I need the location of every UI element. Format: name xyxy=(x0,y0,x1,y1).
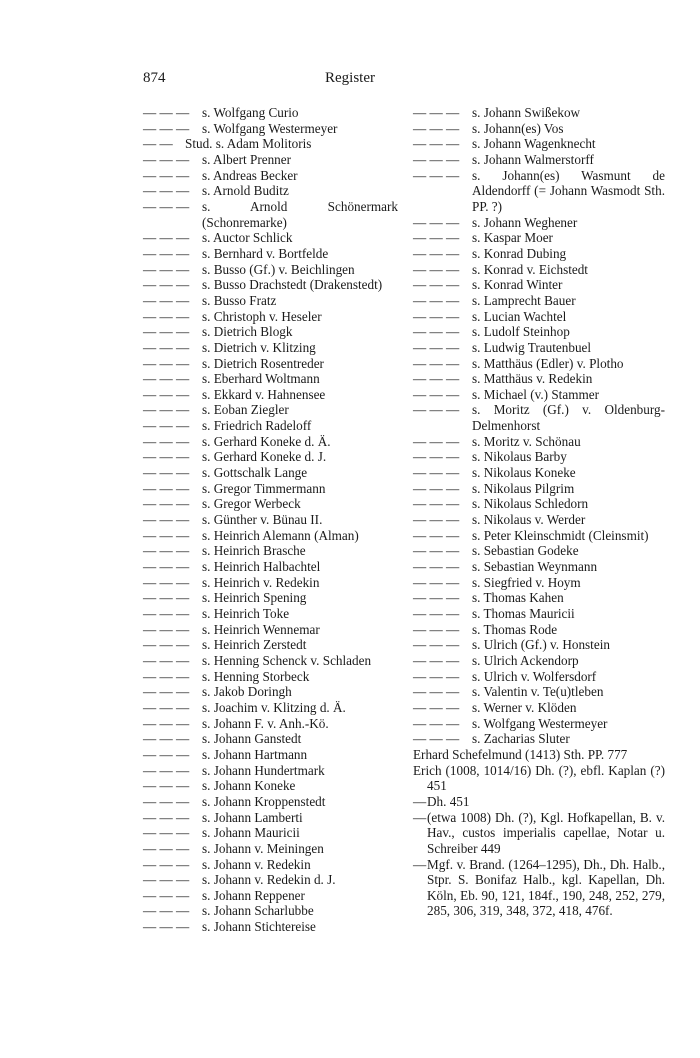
repeat-dash: — — — xyxy=(143,621,190,637)
repeat-dash: — — — xyxy=(143,230,190,246)
entry-text: s. Gerhard Koneke d. Ä. xyxy=(202,433,331,449)
entry-text: s. Ulrich Ackendorp xyxy=(472,652,579,668)
repeat-dash: — — — xyxy=(143,339,190,355)
index-entry xyxy=(413,543,665,559)
index-entry xyxy=(413,387,665,403)
repeat-dash: — — — xyxy=(143,292,190,308)
index-entry xyxy=(143,606,398,622)
repeat-dash: — — — xyxy=(143,261,190,277)
entry-text: s. Busso Drachstedt (Drakenstedt) xyxy=(202,277,383,293)
entry-text: s. Heinrich Alemann (Alman) xyxy=(202,527,359,543)
repeat-dash: — — — xyxy=(413,496,460,512)
index-entry xyxy=(143,731,398,747)
index-column-right xyxy=(413,105,665,919)
entry-text: s. Matthäus (Edler) v. Plotho xyxy=(472,355,624,371)
repeat-dash: — — — xyxy=(143,167,190,183)
entry-text: s. Henning Storbeck xyxy=(202,668,310,684)
repeat-dash: — — — xyxy=(413,590,460,606)
entry-text: s. Johann(es) Vos xyxy=(472,120,564,136)
index-entry xyxy=(143,559,398,575)
index-entry xyxy=(413,731,665,747)
index-entry xyxy=(413,684,665,700)
index-entry xyxy=(413,747,665,763)
repeat-dash: — — — xyxy=(143,465,190,481)
entry-text: s. Gregor Werbeck xyxy=(202,496,301,512)
repeat-dash: — — — xyxy=(413,167,460,183)
index-entry xyxy=(413,105,665,121)
entry-text: s. Johann Reppener xyxy=(202,887,305,903)
repeat-dash: — — — xyxy=(143,652,190,668)
repeat-dash: — — — xyxy=(143,668,190,684)
index-entry xyxy=(143,183,398,199)
entry-text: s. Christoph v. Heseler xyxy=(202,308,322,324)
repeat-dash: — — — xyxy=(143,825,190,841)
repeat-dash: — — — xyxy=(143,480,190,496)
index-entry xyxy=(143,794,398,810)
repeat-dash: — — — xyxy=(143,183,190,199)
index-entry xyxy=(413,590,665,606)
index-entry xyxy=(143,371,398,387)
repeat-dash: — — — xyxy=(413,731,460,747)
repeat-dash: — — — xyxy=(143,402,190,418)
repeat-dash: — — — xyxy=(413,230,460,246)
index-entry xyxy=(413,700,665,716)
index-entry xyxy=(143,825,398,841)
index-entry xyxy=(413,465,665,481)
entry-text: s. Johann v. Redekin xyxy=(202,856,311,872)
repeat-dash: — — — xyxy=(143,355,190,371)
repeat-dash: — — — xyxy=(143,512,190,528)
entry-text: s. Joachim v. Klitzing d. Ä. xyxy=(202,699,346,715)
index-entry xyxy=(413,637,665,653)
entry-text: s. Bernhard v. Bortfelde xyxy=(202,245,329,261)
entry-text: s. Arnold Schönermark (Schonremarke) xyxy=(202,198,398,230)
repeat-dash: — — — xyxy=(413,261,460,277)
repeat-dash: — — — xyxy=(143,809,190,825)
index-entry xyxy=(413,340,665,356)
repeat-dash: — — — xyxy=(143,496,190,512)
entry-text: s. Moritz v. Schönau xyxy=(472,433,581,449)
entry-text: s. Thomas Rode xyxy=(472,621,558,637)
index-entry xyxy=(413,136,665,152)
entry-text: Erhard Schefelmund (1413) Sth. PP. 777 xyxy=(413,746,628,762)
repeat-dash: — — — xyxy=(143,105,190,120)
repeat-dash: — — — xyxy=(413,277,460,293)
entry-text: s. Ludolf Steinhop xyxy=(472,324,570,340)
entry-text: s. Matthäus v. Redekin xyxy=(472,371,593,387)
index-entry xyxy=(413,794,665,810)
repeat-dash: — — — xyxy=(413,527,460,543)
repeat-dash: — — — xyxy=(413,543,460,559)
index-entry xyxy=(413,512,665,528)
entry-text: s. Konrad Winter xyxy=(472,277,563,293)
entry-text: s. Nikolaus Koneke xyxy=(472,465,576,481)
repeat-dash: — — — xyxy=(143,527,190,543)
entry-text: s. Johann Stichtereise xyxy=(202,919,316,935)
repeat-dash: — — — xyxy=(143,778,190,794)
repeat-dash: — — — xyxy=(143,919,190,935)
repeat-dash: — — — xyxy=(413,214,460,230)
repeat-dash: — — — xyxy=(143,590,190,606)
entry-text: s. Werner v. Klöden xyxy=(472,699,577,715)
entry-text: s. Wolfgang Westermeyer xyxy=(472,715,608,731)
entry-text: s. Heinrich Halbachtel xyxy=(202,559,321,575)
entry-text: s. Johann Wagenknecht xyxy=(472,136,596,152)
entry-text: Mgf. v. Brand. (1264–1295), Dh., Dh. Halb., Stpr. S. Bonifaz Halb., kgl. Kapellan, Dh. Köln, Eb. 90, 121, 184f., 190, 248, 252, 279, 285, 306, 319, 348, 372, 418, 476f. xyxy=(427,856,665,919)
repeat-dash: — — — xyxy=(413,637,460,653)
index-entry xyxy=(143,622,398,638)
repeat-dash: — — — xyxy=(143,840,190,856)
index-entry xyxy=(143,277,398,293)
entry-text: s. Ulrich (Gf.) v. Honstein xyxy=(472,637,610,653)
repeat-dash: — — — xyxy=(413,105,460,120)
entry-text: s. Nikolaus v. Werder xyxy=(472,512,586,528)
entry-text: s. Ekkard v. Hahnensee xyxy=(202,386,326,402)
entry-text: s. Johann v. Redekin d. J. xyxy=(202,872,336,888)
entry-text: Dh. 451 xyxy=(427,793,470,809)
index-entry xyxy=(143,465,398,481)
entry-text: s. Albert Prenner xyxy=(202,151,291,167)
entry-text: s. Gottschalk Lange xyxy=(202,465,308,481)
entry-text: s. Peter Kleinschmidt (Cleinsmit) xyxy=(472,527,649,543)
entry-text: s. Kaspar Moer xyxy=(472,230,553,246)
index-entry xyxy=(143,575,398,591)
entry-text: s. Johann Weghener xyxy=(472,214,578,230)
index-entry xyxy=(413,449,665,465)
entry-text: s. Thomas Kahen xyxy=(472,590,564,606)
entry-text: s. Konrad v. Eichstedt xyxy=(472,261,588,277)
repeat-dash: — — — xyxy=(143,762,190,778)
repeat-dash: — — — xyxy=(143,574,190,590)
index-entry xyxy=(143,543,398,559)
entry-text: s. Johann Walmerstorff xyxy=(472,151,594,167)
index-entry xyxy=(143,121,398,137)
index-entry xyxy=(143,810,398,826)
entry-text: (etwa 1008) Dh. (?), Kgl. Hofkapellan, B. v. Hav., custos imperialis capellae, Notar u. Schreiber 449 xyxy=(427,809,665,856)
entry-text: s. Nikolaus Schledorn xyxy=(472,496,589,512)
repeat-dash: — — — xyxy=(143,731,190,747)
entry-text: s. Heinrich v. Redekin xyxy=(202,574,320,590)
repeat-dash: — — — xyxy=(143,856,190,872)
index-entry xyxy=(413,402,665,433)
index-entry xyxy=(413,810,665,857)
entry-text: s. Gregor Timmermann xyxy=(202,480,326,496)
repeat-dash: — — — xyxy=(413,402,460,418)
entry-text: s. Ludwig Trautenbuel xyxy=(472,339,592,355)
repeat-dash: — — — xyxy=(143,245,190,261)
repeat-dash: — — — xyxy=(413,559,460,575)
index-entry xyxy=(143,168,398,184)
index-entry xyxy=(413,434,665,450)
index-entry xyxy=(143,481,398,497)
entry-text: s. Johann Koneke xyxy=(202,778,296,794)
entry-text: s. Johann Scharlubbe xyxy=(202,903,314,919)
repeat-dash: — — — xyxy=(413,308,460,324)
index-entry xyxy=(143,434,398,450)
entry-text: s. Busso Fratz xyxy=(202,292,277,308)
index-entry xyxy=(143,262,398,278)
repeat-dash: — xyxy=(413,809,427,825)
index-entry xyxy=(143,684,398,700)
index-entry xyxy=(143,356,398,372)
entry-text: s. Johann Mauricii xyxy=(202,825,300,841)
entry-text: s. Wolfgang Westermeyer xyxy=(202,120,338,136)
index-entry xyxy=(143,512,398,528)
entry-text: s. Dietrich v. Klitzing xyxy=(202,339,316,355)
repeat-dash: — xyxy=(413,856,427,872)
repeat-dash: — — — xyxy=(413,652,460,668)
entry-text: s. Heinrich Spening xyxy=(202,590,307,606)
repeat-dash: — — — xyxy=(143,793,190,809)
index-entry xyxy=(413,716,665,732)
repeat-dash: — — — xyxy=(143,386,190,402)
repeat-dash: — — — xyxy=(413,480,460,496)
entry-text: s. Wolfgang Curio xyxy=(202,105,299,120)
repeat-dash: — — — xyxy=(143,872,190,888)
index-entry xyxy=(143,136,398,152)
repeat-dash: — — — xyxy=(413,621,460,637)
repeat-dash: — — — xyxy=(143,324,190,340)
index-entry xyxy=(143,230,398,246)
entry-text: s. Dietrich Blogk xyxy=(202,324,293,340)
index-entry xyxy=(413,246,665,262)
repeat-dash: — xyxy=(413,793,427,809)
repeat-dash: — — xyxy=(143,136,173,152)
index-entry xyxy=(413,215,665,231)
index-entry xyxy=(143,716,398,732)
index-entry xyxy=(143,152,398,168)
repeat-dash: — — — xyxy=(413,371,460,387)
repeat-dash: — — — xyxy=(143,371,190,387)
repeat-dash: — — — xyxy=(413,684,460,700)
entry-text: s. Henning Schenck v. Schladen xyxy=(202,652,372,668)
repeat-dash: — — — xyxy=(143,746,190,762)
index-entry xyxy=(413,356,665,372)
index-entry xyxy=(143,637,398,653)
index-entry xyxy=(413,481,665,497)
index-entry xyxy=(413,669,665,685)
entry-text: s. Heinrich Zerstedt xyxy=(202,637,307,653)
entry-text: s. Lamprecht Bauer xyxy=(472,292,576,308)
entry-text: s. Heinrich Brasche xyxy=(202,543,306,559)
entry-text: s. Siegfried v. Hoym xyxy=(472,574,581,590)
index-entry xyxy=(143,387,398,403)
index-entry xyxy=(143,324,398,340)
index-entry xyxy=(413,324,665,340)
index-entry xyxy=(413,371,665,387)
repeat-dash: — — — xyxy=(413,449,460,465)
entry-text: s. Thomas Mauricii xyxy=(472,606,575,621)
repeat-dash: — — — xyxy=(143,637,190,653)
entry-text: s. Zacharias Sluter xyxy=(472,731,570,747)
entry-text: s. Auctor Schlick xyxy=(202,230,293,246)
index-entry xyxy=(143,340,398,356)
index-entry xyxy=(413,528,665,544)
entry-text: s. Heinrich Wennemar xyxy=(202,621,320,637)
entry-text: s. Johann F. v. Anh.-Kö. xyxy=(202,715,329,731)
entry-text: s. Johann Lamberti xyxy=(202,809,303,825)
entry-text: s. Johann v. Meiningen xyxy=(202,840,324,856)
entry-text: s. Johann Kroppenstedt xyxy=(202,793,326,809)
index-entry xyxy=(413,763,665,794)
repeat-dash: — — — xyxy=(413,606,460,621)
entry-text: s. Friedrich Radeloff xyxy=(202,418,312,434)
entry-text: s. Nikolaus Pilgrim xyxy=(472,480,575,496)
repeat-dash: — — — xyxy=(143,684,190,700)
index-entry xyxy=(143,919,398,935)
entry-text: s. Johann Hartmann xyxy=(202,746,308,762)
entry-text: s. Ulrich v. Wolfersdorf xyxy=(472,668,597,684)
entry-text: s. Dietrich Rosentreder xyxy=(202,355,324,371)
running-head: Register xyxy=(325,70,375,86)
repeat-dash: — — — xyxy=(413,699,460,715)
repeat-dash: — — — xyxy=(143,903,190,919)
index-entry xyxy=(413,293,665,309)
index-entry xyxy=(143,653,398,669)
index-entry xyxy=(413,230,665,246)
index-entry xyxy=(143,747,398,763)
entry-text: s. Eberhard Woltmann xyxy=(202,371,320,387)
entry-text: s. Andreas Becker xyxy=(202,167,298,183)
index-entry xyxy=(143,763,398,779)
entry-text: s. Johann Ganstedt xyxy=(202,731,302,747)
repeat-dash: — — — xyxy=(143,559,190,575)
repeat-dash: — — — xyxy=(143,418,190,434)
index-entry xyxy=(413,121,665,137)
index-entry xyxy=(143,309,398,325)
index-entry xyxy=(413,168,665,215)
repeat-dash: — — — xyxy=(143,120,190,136)
index-entry xyxy=(143,841,398,857)
entry-text: Erich (1008, 1014/16) Dh. (?), ebfl. Kaplan (?) 451 xyxy=(413,762,665,794)
entry-text: s. Valentin v. Te(u)tleben xyxy=(472,684,604,700)
index-entry xyxy=(143,590,398,606)
index-entry xyxy=(413,606,665,622)
index-entry xyxy=(413,575,665,591)
index-entry xyxy=(413,857,665,920)
repeat-dash: — — — xyxy=(143,198,190,214)
repeat-dash: — — — xyxy=(143,151,190,167)
entry-text: s. Günther v. Bünau II. xyxy=(202,512,323,528)
entry-text: s. Sebastian Godeke xyxy=(472,543,579,559)
repeat-dash: — — — xyxy=(413,292,460,308)
entry-text: s. Arnold Buditz xyxy=(202,183,289,199)
repeat-dash: — — — xyxy=(413,574,460,590)
index-entry xyxy=(413,277,665,293)
index-entry xyxy=(413,496,665,512)
index-entry xyxy=(143,246,398,262)
repeat-dash: — — — xyxy=(413,668,460,684)
repeat-dash: — — — xyxy=(413,151,460,167)
entry-text: s. Michael (v.) Stammer xyxy=(472,386,599,402)
index-entry xyxy=(143,903,398,919)
entry-text: s. Johann Hundertmark xyxy=(202,762,325,778)
entry-text: s. Eoban Ziegler xyxy=(202,402,289,418)
repeat-dash: — — — xyxy=(143,433,190,449)
repeat-dash: — — — xyxy=(413,433,460,449)
index-entry xyxy=(143,528,398,544)
repeat-dash: — — — xyxy=(143,699,190,715)
index-entry xyxy=(413,152,665,168)
index-entry xyxy=(143,199,398,230)
index-entry xyxy=(143,888,398,904)
repeat-dash: — — — xyxy=(413,339,460,355)
index-entry xyxy=(143,105,398,121)
page-number: 874 xyxy=(143,70,166,86)
repeat-dash: — — — xyxy=(413,245,460,261)
repeat-dash: — — — xyxy=(413,120,460,136)
entry-text: s. Konrad Dubing xyxy=(472,245,567,261)
repeat-dash: — — — xyxy=(413,715,460,731)
repeat-dash: — — — xyxy=(413,512,460,528)
index-entry xyxy=(143,496,398,512)
repeat-dash: — — — xyxy=(143,543,190,559)
repeat-dash: — — — xyxy=(143,277,190,293)
repeat-dash: — — — xyxy=(143,715,190,731)
index-entry xyxy=(413,622,665,638)
index-entry xyxy=(143,778,398,794)
index-entry xyxy=(143,402,398,418)
entry-text: s. Jakob Doringh xyxy=(202,684,292,700)
index-entry xyxy=(143,418,398,434)
entry-text: s. Sebastian Weynmann xyxy=(472,559,598,575)
index-entry xyxy=(413,653,665,669)
index-entry xyxy=(143,293,398,309)
index-entry xyxy=(413,559,665,575)
entry-text: s. Gerhard Koneke d. J. xyxy=(202,449,327,465)
entry-text: s. Moritz (Gf.) v. Oldenburg-Delmenhorst xyxy=(472,402,665,434)
repeat-dash: — — — xyxy=(143,887,190,903)
entry-text: s. Johann Swißekow xyxy=(472,105,581,120)
entry-text: s. Nikolaus Barby xyxy=(472,449,567,465)
index-entry xyxy=(143,669,398,685)
entry-text: s. Busso (Gf.) v. Beichlingen xyxy=(202,261,355,277)
entry-text: s. Johann(es) Wasmunt de Aldendorff (= Johann Wasmodt Sth. PP. ?) xyxy=(472,167,665,214)
repeat-dash: — — — xyxy=(143,606,190,621)
entry-text: s. Lucian Wachtel xyxy=(472,308,567,324)
repeat-dash: — — — xyxy=(143,308,190,324)
index-entry xyxy=(413,262,665,278)
index-entry xyxy=(143,449,398,465)
repeat-dash: — — — xyxy=(413,355,460,371)
index-entry xyxy=(143,700,398,716)
repeat-dash: — — — xyxy=(413,386,460,402)
repeat-dash: — — — xyxy=(413,465,460,481)
index-entry xyxy=(413,309,665,325)
index-entry xyxy=(143,857,398,873)
index-column-left xyxy=(143,105,398,935)
index-entry xyxy=(143,872,398,888)
entry-text: s. Heinrich Toke xyxy=(202,606,290,621)
repeat-dash: — — — xyxy=(413,324,460,340)
entry-text: Stud. s. Adam Molitoris xyxy=(185,136,312,152)
repeat-dash: — — — xyxy=(143,449,190,465)
repeat-dash: — — — xyxy=(413,136,460,152)
